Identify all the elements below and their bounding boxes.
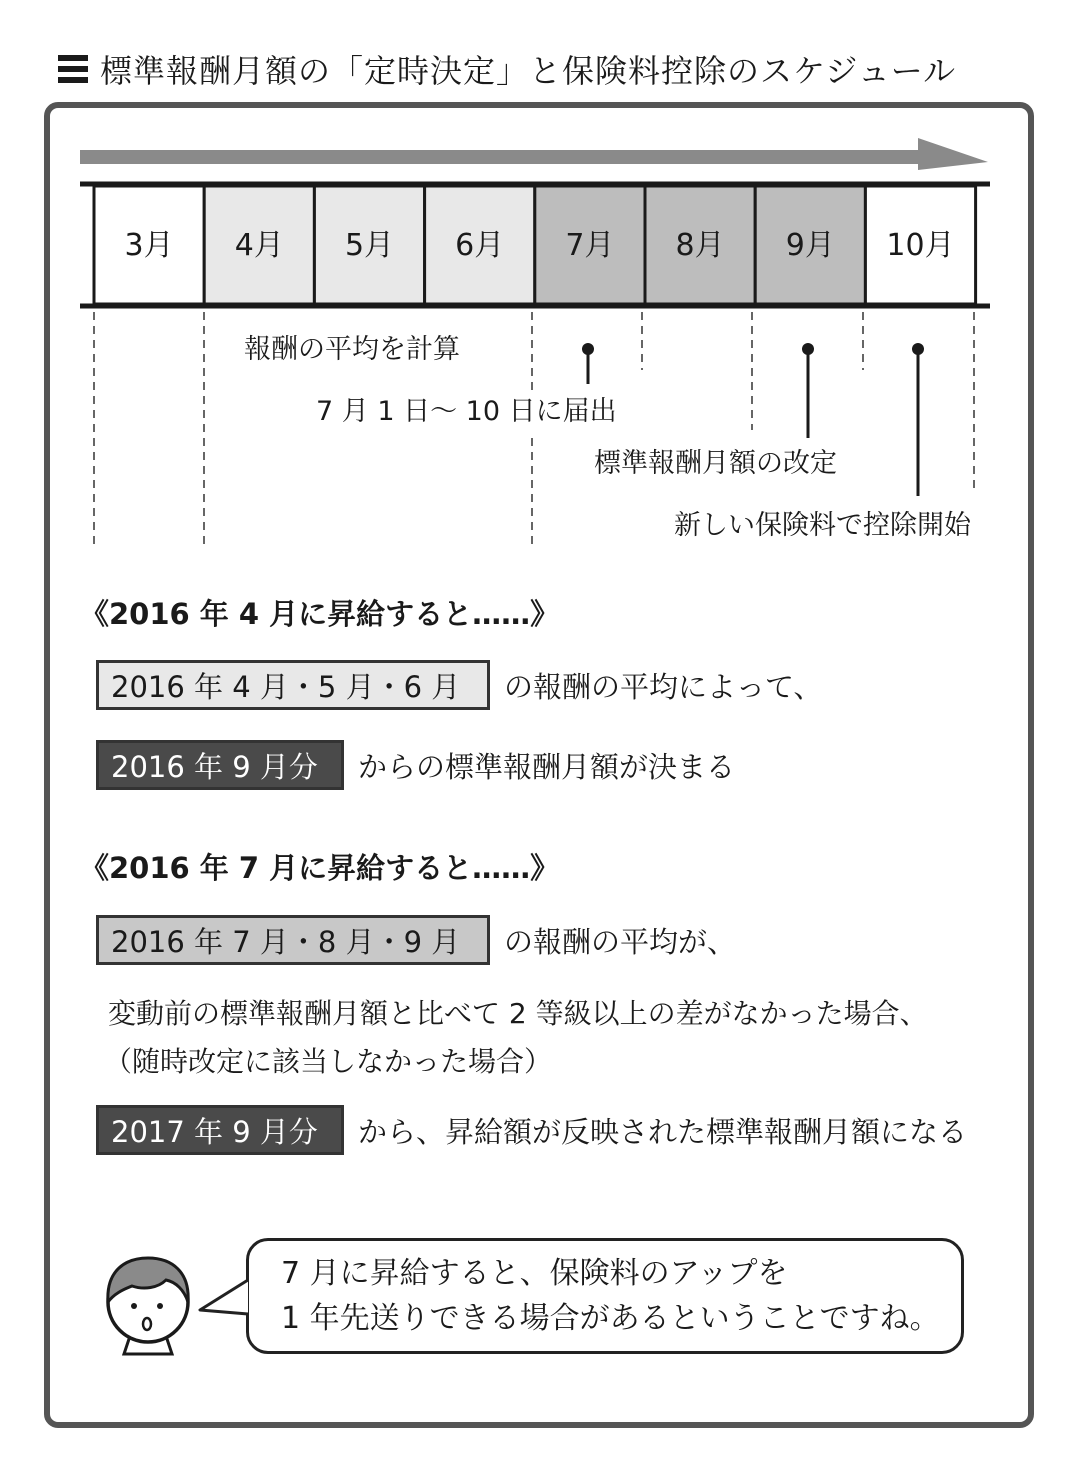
section2-row2 (96, 1105, 967, 1155)
bubble-line1: 7 月に昇給すると、保険料のアップを (281, 1256, 788, 1291)
speech-bubble-tail (196, 1270, 256, 1330)
speech-bubble (246, 1238, 964, 1354)
section1-text1: の報酬の平均によって、 (504, 669, 823, 704)
section1-row1 (96, 660, 822, 710)
arrow-icon (80, 138, 988, 170)
section1-heading: 《2016 年 4 月に昇給すると……》 (80, 597, 560, 631)
section1-box1: 2016 年 4 月・5 月・6 月 (96, 660, 490, 710)
person-face-icon (96, 1250, 200, 1360)
pin-notify (582, 343, 594, 384)
section2-row1 (96, 915, 736, 965)
month-cells (94, 186, 976, 304)
section2-line2: 変動前の標準報酬月額と比べて 2 等級以上の差がなかった場合、 (108, 997, 928, 1030)
section2-heading: 《2016 年 7 月に昇給すると……》 (80, 851, 560, 885)
bubble-line2: 1 年先送りできる場合があるということですね。 (281, 1301, 940, 1336)
section1-text2: からの標準報酬月額が決まる (358, 749, 736, 784)
month-label: 8月 (675, 228, 725, 263)
section2-text1: の報酬の平均が、 (504, 924, 737, 959)
annotation-average: 報酬の平均を計算 (244, 334, 460, 365)
section2-line3: （随時改定に該当しなかった場合） (104, 1045, 553, 1078)
page-title: 標準報酬月額の「定時決定」と保険料控除のスケジュール (100, 52, 957, 90)
section1-box2: 2016 年 9 月分 (96, 740, 344, 790)
timeline-diagram (0, 0, 1080, 560)
annotation-revise: 標準報酬月額の改定 (594, 448, 837, 479)
month-label: 6月 (455, 228, 505, 263)
month-label: 4月 (234, 228, 284, 263)
section2-text2: から、昇給額が反映された標準報酬月額になる (358, 1114, 968, 1149)
annotation-deduct: 新しい保険料で控除開始 (674, 510, 971, 541)
section1-row2 (96, 740, 735, 790)
month-label: 3月 (124, 228, 174, 263)
month-label: 5月 (344, 228, 395, 263)
pin-deduct (912, 343, 924, 496)
annotation-notify: 7 月 1 日～ 10 日に届出 (316, 396, 617, 427)
section2-box1: 2016 年 7 月・8 月・9 月 (96, 915, 490, 965)
pin-revise (802, 343, 814, 438)
month-label: 10月 (886, 228, 955, 263)
month-label: 9月 (785, 228, 835, 263)
month-label: 7月 (565, 228, 615, 263)
section2-box2: 2017 年 9 月分 (96, 1105, 344, 1155)
